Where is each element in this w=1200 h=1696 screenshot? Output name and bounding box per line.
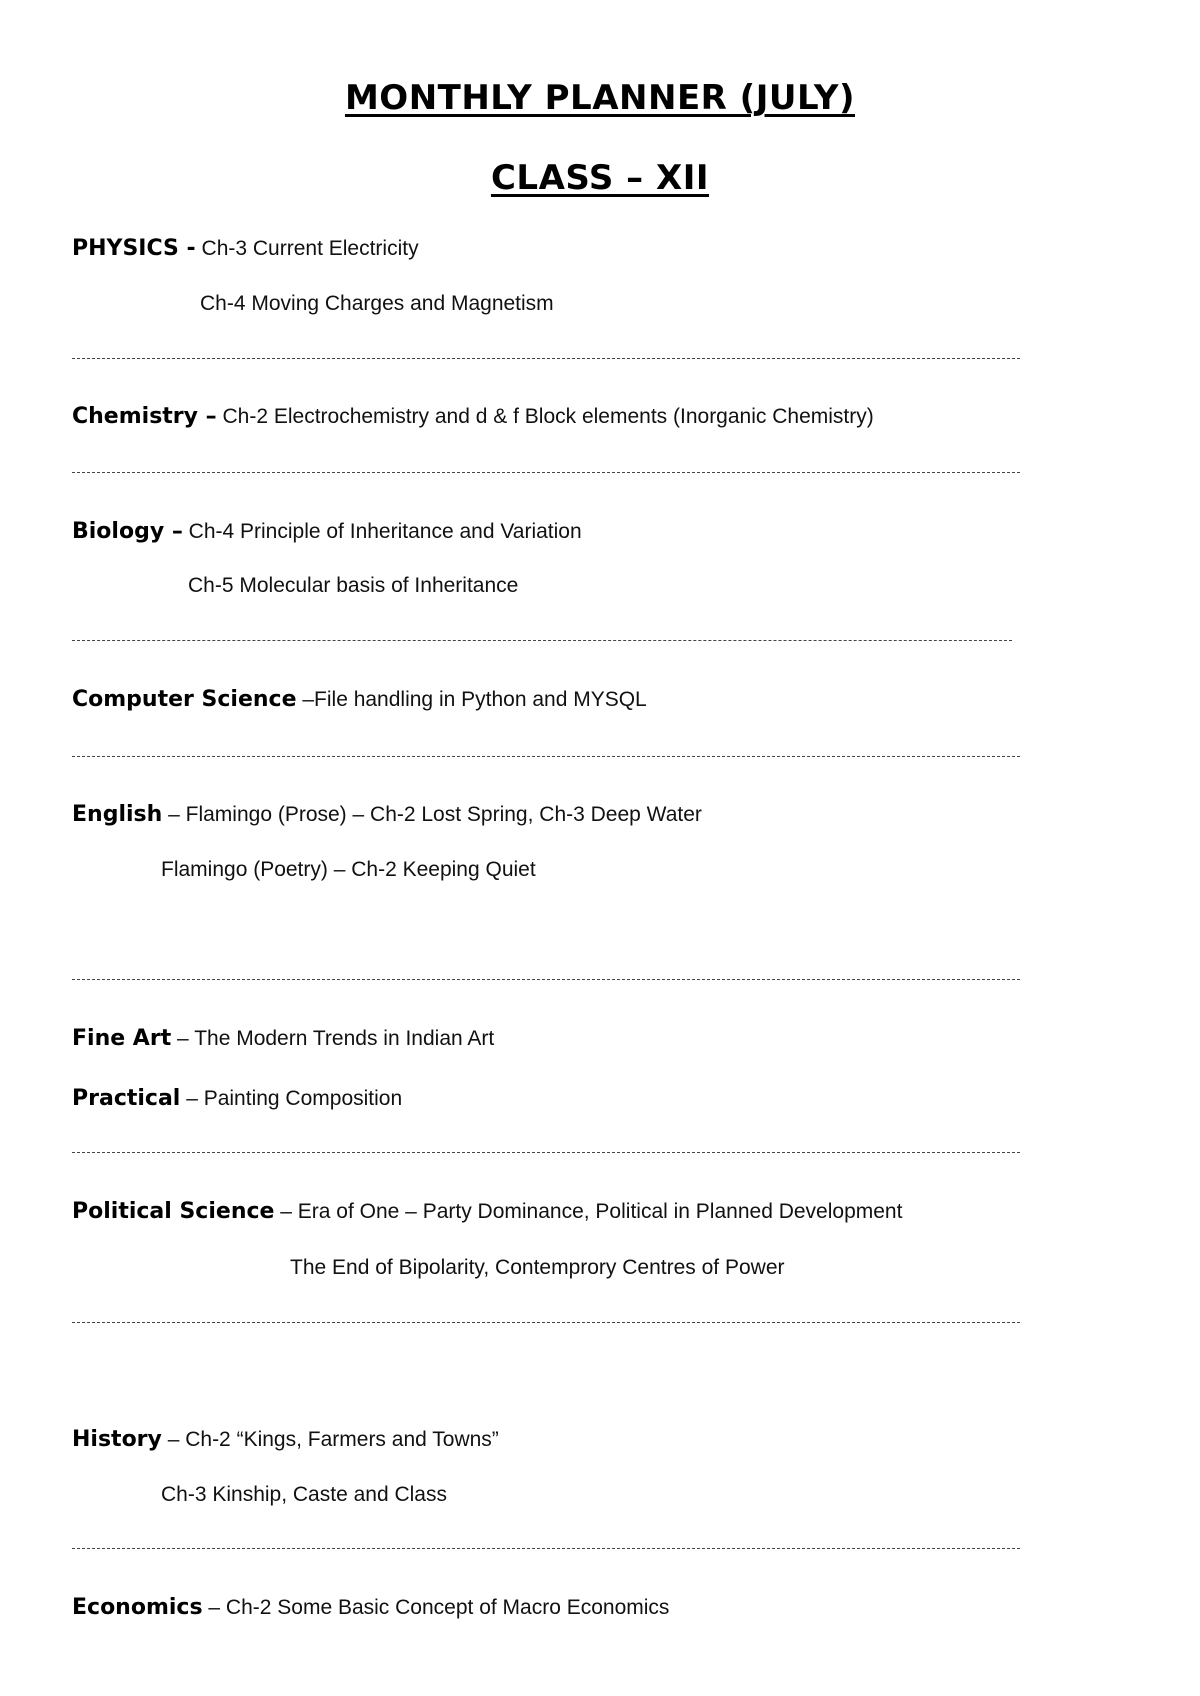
physics-topic-2: Ch-4 Moving Charges and Magnetism [200,292,554,315]
divider [72,756,1020,757]
topic-text: Ch-2 Electrochemistry and d & f Block elements (Inorganic Chemistry) [216,405,874,428]
history-entry [72,1427,499,1452]
biology-entry [72,519,582,544]
subject-label: Computer Science [72,687,297,712]
divider [72,1322,1020,1323]
history-topic-2: Ch-3 Kinship, Caste and Class [161,1483,447,1506]
economics-entry [72,1595,669,1620]
physics-entry [72,236,419,261]
divider [72,640,1012,641]
topic-text: Ch-4 Principle of Inheritance and Variation [182,520,582,543]
topic-text: –File handling in Python and MYSQL [296,688,647,711]
english-topic-2: Flamingo (Poetry) – Ch-2 Keeping Quiet [161,858,536,881]
subject-label: Chemistry – [72,404,217,429]
subject-label: Practical [72,1086,181,1111]
fine-art-entry [72,1026,494,1051]
divider [72,979,1020,980]
chemistry-entry [72,404,874,429]
topic-text: Ch-3 Current Electricity [195,237,419,260]
computer-science-entry [72,687,647,712]
biology-topic-2: Ch-5 Molecular basis of Inheritance [188,574,519,597]
topic-text: – Ch-2 “Kings, Farmers and Towns” [161,1428,499,1451]
practical-entry [72,1086,402,1111]
subject-label: PHYSICS - [72,236,196,261]
subject-label: Fine Art [72,1026,172,1051]
topic-text: – The Modern Trends in Indian Art [171,1027,495,1050]
divider [72,472,1020,473]
political-science-topic-2: The End of Bipolarity, Contemprory Centres of Power [290,1256,785,1279]
subject-label: Political Science [72,1199,275,1224]
subject-label: Biology – [72,519,183,544]
subject-label: History [72,1427,162,1452]
divider [72,1152,1020,1153]
political-science-entry [72,1199,902,1224]
subject-label: Economics [72,1595,203,1620]
divider [72,358,1020,359]
topic-text: – Flamingo (Prose) – Ch-2 Lost Spring, Ch-3 Deep Water [162,803,702,826]
page-subtitle: CLASS – XII [490,158,710,198]
page-title: MONTHLY PLANNER (JULY) [344,78,856,118]
topic-text: – Ch-2 Some Basic Concept of Macro Economics [202,1596,670,1619]
divider [72,1548,1020,1549]
topic-text: – Era of One – Party Dominance, Political in Planned Development [274,1200,903,1223]
english-entry [72,802,702,827]
topic-text: – Painting Composition [180,1087,403,1110]
subject-label: English [72,802,163,827]
